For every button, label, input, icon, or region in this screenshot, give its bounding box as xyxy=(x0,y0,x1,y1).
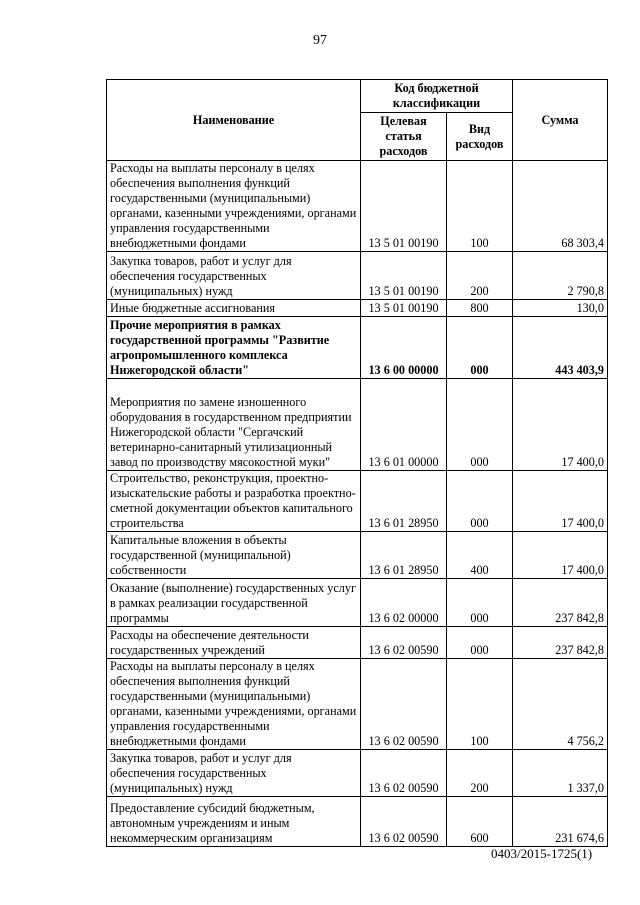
row-code: 13 5 01 00190 xyxy=(361,161,447,252)
row-code: 13 6 01 28950 xyxy=(361,532,447,579)
row-kind: 000 xyxy=(447,627,513,659)
table-row xyxy=(107,659,608,750)
row-name: Мероприятия по замене изношенного оборудования в государственном предприятии Нижегородской области "Сергачский ветеринарно-санитарный утилизационный завод по производству мясокостной муки" xyxy=(107,379,361,471)
row-code: 13 6 01 00000 xyxy=(361,379,447,471)
row-name: Строительство, реконструкция, проектно-изыскательские работы и разработка проектно-сметной документации объектов капитального строительства xyxy=(107,471,361,532)
row-sum: 4 756,2 xyxy=(513,659,608,750)
row-code: 13 6 02 00590 xyxy=(361,750,447,797)
row-sum: 231 674,6 xyxy=(513,797,608,847)
row-name: Расходы на обеспечение деятельности государственных учреждений xyxy=(107,627,361,659)
budget-table xyxy=(106,79,608,847)
row-name: Оказание (выполнение) государственных услуг в рамках реализации государственной программы xyxy=(107,579,361,627)
row-sum: 2 790,8 xyxy=(513,252,608,300)
row-code: 13 6 02 00000 xyxy=(361,579,447,627)
table-row xyxy=(107,252,608,300)
header-kind: Вид расходов xyxy=(447,113,513,161)
row-kind: 000 xyxy=(447,471,513,532)
row-sum: 237 842,8 xyxy=(513,579,608,627)
header-code-group: Код бюджетной классификации xyxy=(361,80,513,113)
row-kind: 000 xyxy=(447,317,513,379)
row-code: 13 6 01 28950 xyxy=(361,471,447,532)
row-code: 13 6 02 00590 xyxy=(361,797,447,847)
row-sum: 443 403,9 xyxy=(513,317,608,379)
table-row xyxy=(107,379,608,471)
row-name: Расходы на выплаты персоналу в целях обеспечения выполнения функций государственными (муниципальными) органами, казенными учреждениями, органами управления государственными внебюджетными фондами xyxy=(107,659,361,750)
row-sum: 17 400,0 xyxy=(513,379,608,471)
header-target: Целевая статья расходов xyxy=(361,113,447,161)
row-kind: 400 xyxy=(447,532,513,579)
table-body xyxy=(107,161,608,847)
row-name: Закупка товаров, работ и услуг для обеспечения государственных (муниципальных) нужд xyxy=(107,252,361,300)
table-row xyxy=(107,317,608,379)
table-row xyxy=(107,161,608,252)
row-name: Закупка товаров, работ и услуг для обеспечения государственных (муниципальных) нужд xyxy=(107,750,361,797)
row-kind: 000 xyxy=(447,579,513,627)
row-code: 13 5 01 00190 xyxy=(361,300,447,317)
row-sum: 17 400,0 xyxy=(513,471,608,532)
row-code: 13 6 02 00590 xyxy=(361,659,447,750)
row-code: 13 5 01 00190 xyxy=(361,252,447,300)
table-row xyxy=(107,750,608,797)
table-row xyxy=(107,797,608,847)
row-kind: 200 xyxy=(447,252,513,300)
table-row xyxy=(107,471,608,532)
table-row xyxy=(107,532,608,579)
table-row xyxy=(107,627,608,659)
row-sum: 1 337,0 xyxy=(513,750,608,797)
page-number: 97 xyxy=(313,33,327,48)
row-kind: 100 xyxy=(447,161,513,252)
row-kind: 600 xyxy=(447,797,513,847)
row-kind: 000 xyxy=(447,379,513,471)
row-sum: 68 303,4 xyxy=(513,161,608,252)
row-kind: 100 xyxy=(447,659,513,750)
document-code: 0403/2015-1725(1) xyxy=(491,846,593,861)
table-row xyxy=(107,579,608,627)
row-name: Расходы на выплаты персоналу в целях обеспечения выполнения функций государственными (муниципальными) органами, казенными учреждениями, органами управления государственными внебюджетными фондами xyxy=(107,161,361,252)
row-name: Иные бюджетные ассигнования xyxy=(107,300,361,317)
row-name: Предоставление субсидий бюджетным, автономным учреждениям и иным некоммерческим организациям xyxy=(107,797,361,847)
header-sum: Сумма xyxy=(513,80,608,161)
row-name: Прочие мероприятия в рамках государственной программы "Развитие агропромышленного комплекса Нижегородской области" xyxy=(107,317,361,379)
row-code: 13 6 00 00000 xyxy=(361,317,447,379)
row-sum: 237 842,8 xyxy=(513,627,608,659)
table-row xyxy=(107,300,608,317)
row-name: Капитальные вложения в объекты государственной (муниципальной) собственности xyxy=(107,532,361,579)
row-sum: 130,0 xyxy=(513,300,608,317)
row-kind: 200 xyxy=(447,750,513,797)
header-name: Наименование xyxy=(107,80,361,161)
row-code: 13 6 02 00590 xyxy=(361,627,447,659)
row-kind: 800 xyxy=(447,300,513,317)
row-sum: 17 400,0 xyxy=(513,532,608,579)
